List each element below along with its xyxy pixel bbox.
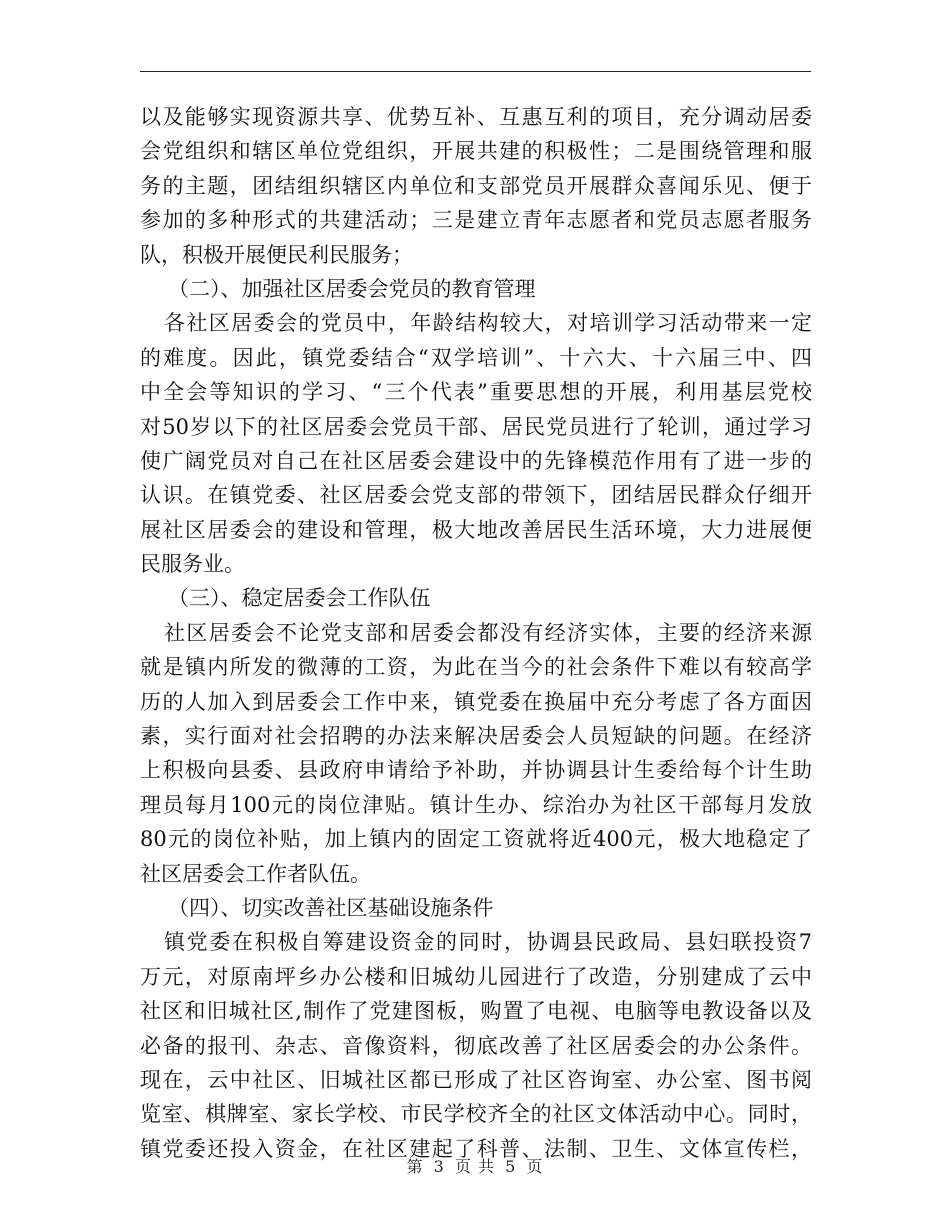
paragraph-line: 社区居委会不论党支部和居委会都没有经济实体，主要的经济来源 xyxy=(164,620,812,645)
paragraph-line: 社区和旧城社区,制作了党建图板，购置了电视、电脑等电教设备以及 xyxy=(140,999,812,1024)
paragraph-line: 必备的报刊、杂志、音像资料，彻底改善了社区居委会的办公条件。 xyxy=(140,1033,812,1058)
paragraph-line: 队，积极开展便民利民服务； xyxy=(140,242,413,267)
paragraph-line: 会党组织和辖区单位党组织，开展共建的积极性；二是围绕管理和服 xyxy=(140,139,812,164)
paragraph-line: 览室、棋牌室、家长学校、市民学校齐全的社区文体活动中心。同时， xyxy=(140,1102,812,1127)
footer-middle: 页 共 xyxy=(454,1157,496,1176)
paragraph-line: 的难度。因此，镇党委结合“双学培训”、十六大、十六届三中、四 xyxy=(140,345,812,370)
footer-prefix: 第 xyxy=(406,1157,424,1176)
paragraph-line: 参加的多种形式的共建活动；三是建立青年志愿者和党员志愿者服务 xyxy=(140,208,812,233)
document-body xyxy=(140,100,812,1166)
footer-current-page: 3 xyxy=(433,1157,445,1176)
paragraph-line: 以及能够实现资源共享、优势互补、互惠互利的项目，充分调动居委 xyxy=(140,105,812,129)
paragraph-line: 社区居委会工作者队伍。 xyxy=(140,861,371,886)
paragraph-line: 展社区居委会的建设和管理，极大地改善居民生活环境，大力进展便 xyxy=(140,517,812,542)
paragraph-line: 各社区居委会的党员中，年龄结构较大，对培训学习活动带来一定 xyxy=(164,311,812,336)
paragraph-line: 就是镇内所发的微薄的工资，为此在当今的社会条件下难以有较高学 xyxy=(140,655,812,680)
paragraph-line: 80元的岗位补贴，加上镇内的固定工资就将近400元，极大地稳定了 xyxy=(140,827,812,852)
paragraph-line: 对50岁以下的社区居委会党员干部、居民党员进行了轮训，通过学习 xyxy=(140,414,812,439)
paragraph-line: 镇党委还投入资金，在社区建起了科普、法制、卫生、文体宣传栏， xyxy=(140,1136,812,1161)
section-heading: （二）、加强社区居委会党员的教育管理 xyxy=(168,276,536,301)
paragraph-line: 镇党委在积极自筹建设资金的同时，协调县民政局、县妇联投资7 xyxy=(164,930,812,955)
header-rule xyxy=(140,71,811,72)
paragraph-line: 历的人加入到居委会工作中来，镇党委在换届中充分考虑了各方面因 xyxy=(140,689,812,714)
paragraph-line: 认识。在镇党委、社区居委会党支部的带领下，团结居民群众仔细开 xyxy=(140,483,812,508)
paragraph-line: 现在，云中社区、旧城社区都已形成了社区咨询室、办公室、图书阅 xyxy=(140,1067,812,1092)
section-heading: （四）、切实改善社区基础设施条件 xyxy=(168,895,494,920)
paragraph-line: 理员每月100元的岗位津贴。镇计生办、综治办为社区干部每月发放 xyxy=(140,792,812,817)
paragraph-line: 使广阔党员对自己在社区居委会建设中的先锋模范作用有了进一步的 xyxy=(140,448,812,473)
paragraph-line: 万元，对原南坪乡办公楼和旧城幼儿园进行了改造，分别建成了云中 xyxy=(140,964,812,989)
paragraph-line: 中全会等知识的学习、“三个代表”重要思想的开展，利用基层党校 xyxy=(140,380,812,405)
paragraph-line: 务的主题，团结组织辖区内单位和支部党员开展群众喜闻乐见、便于 xyxy=(140,173,812,198)
paragraph-line: 民服务业。 xyxy=(140,552,245,577)
section-heading: （三）、稳定居委会工作队伍 xyxy=(168,586,431,611)
footer-suffix: 页 xyxy=(526,1157,544,1176)
page-footer xyxy=(0,1154,950,1177)
paragraph-line: 上积极向县委、县政府申请给予补助，并协调县计生委给每个计生助 xyxy=(140,758,812,783)
footer-total-pages: 5 xyxy=(505,1157,517,1176)
paragraph-line: 素，实行面对社会招聘的办法来解决居委会人员短缺的问题。在经济 xyxy=(140,724,812,749)
